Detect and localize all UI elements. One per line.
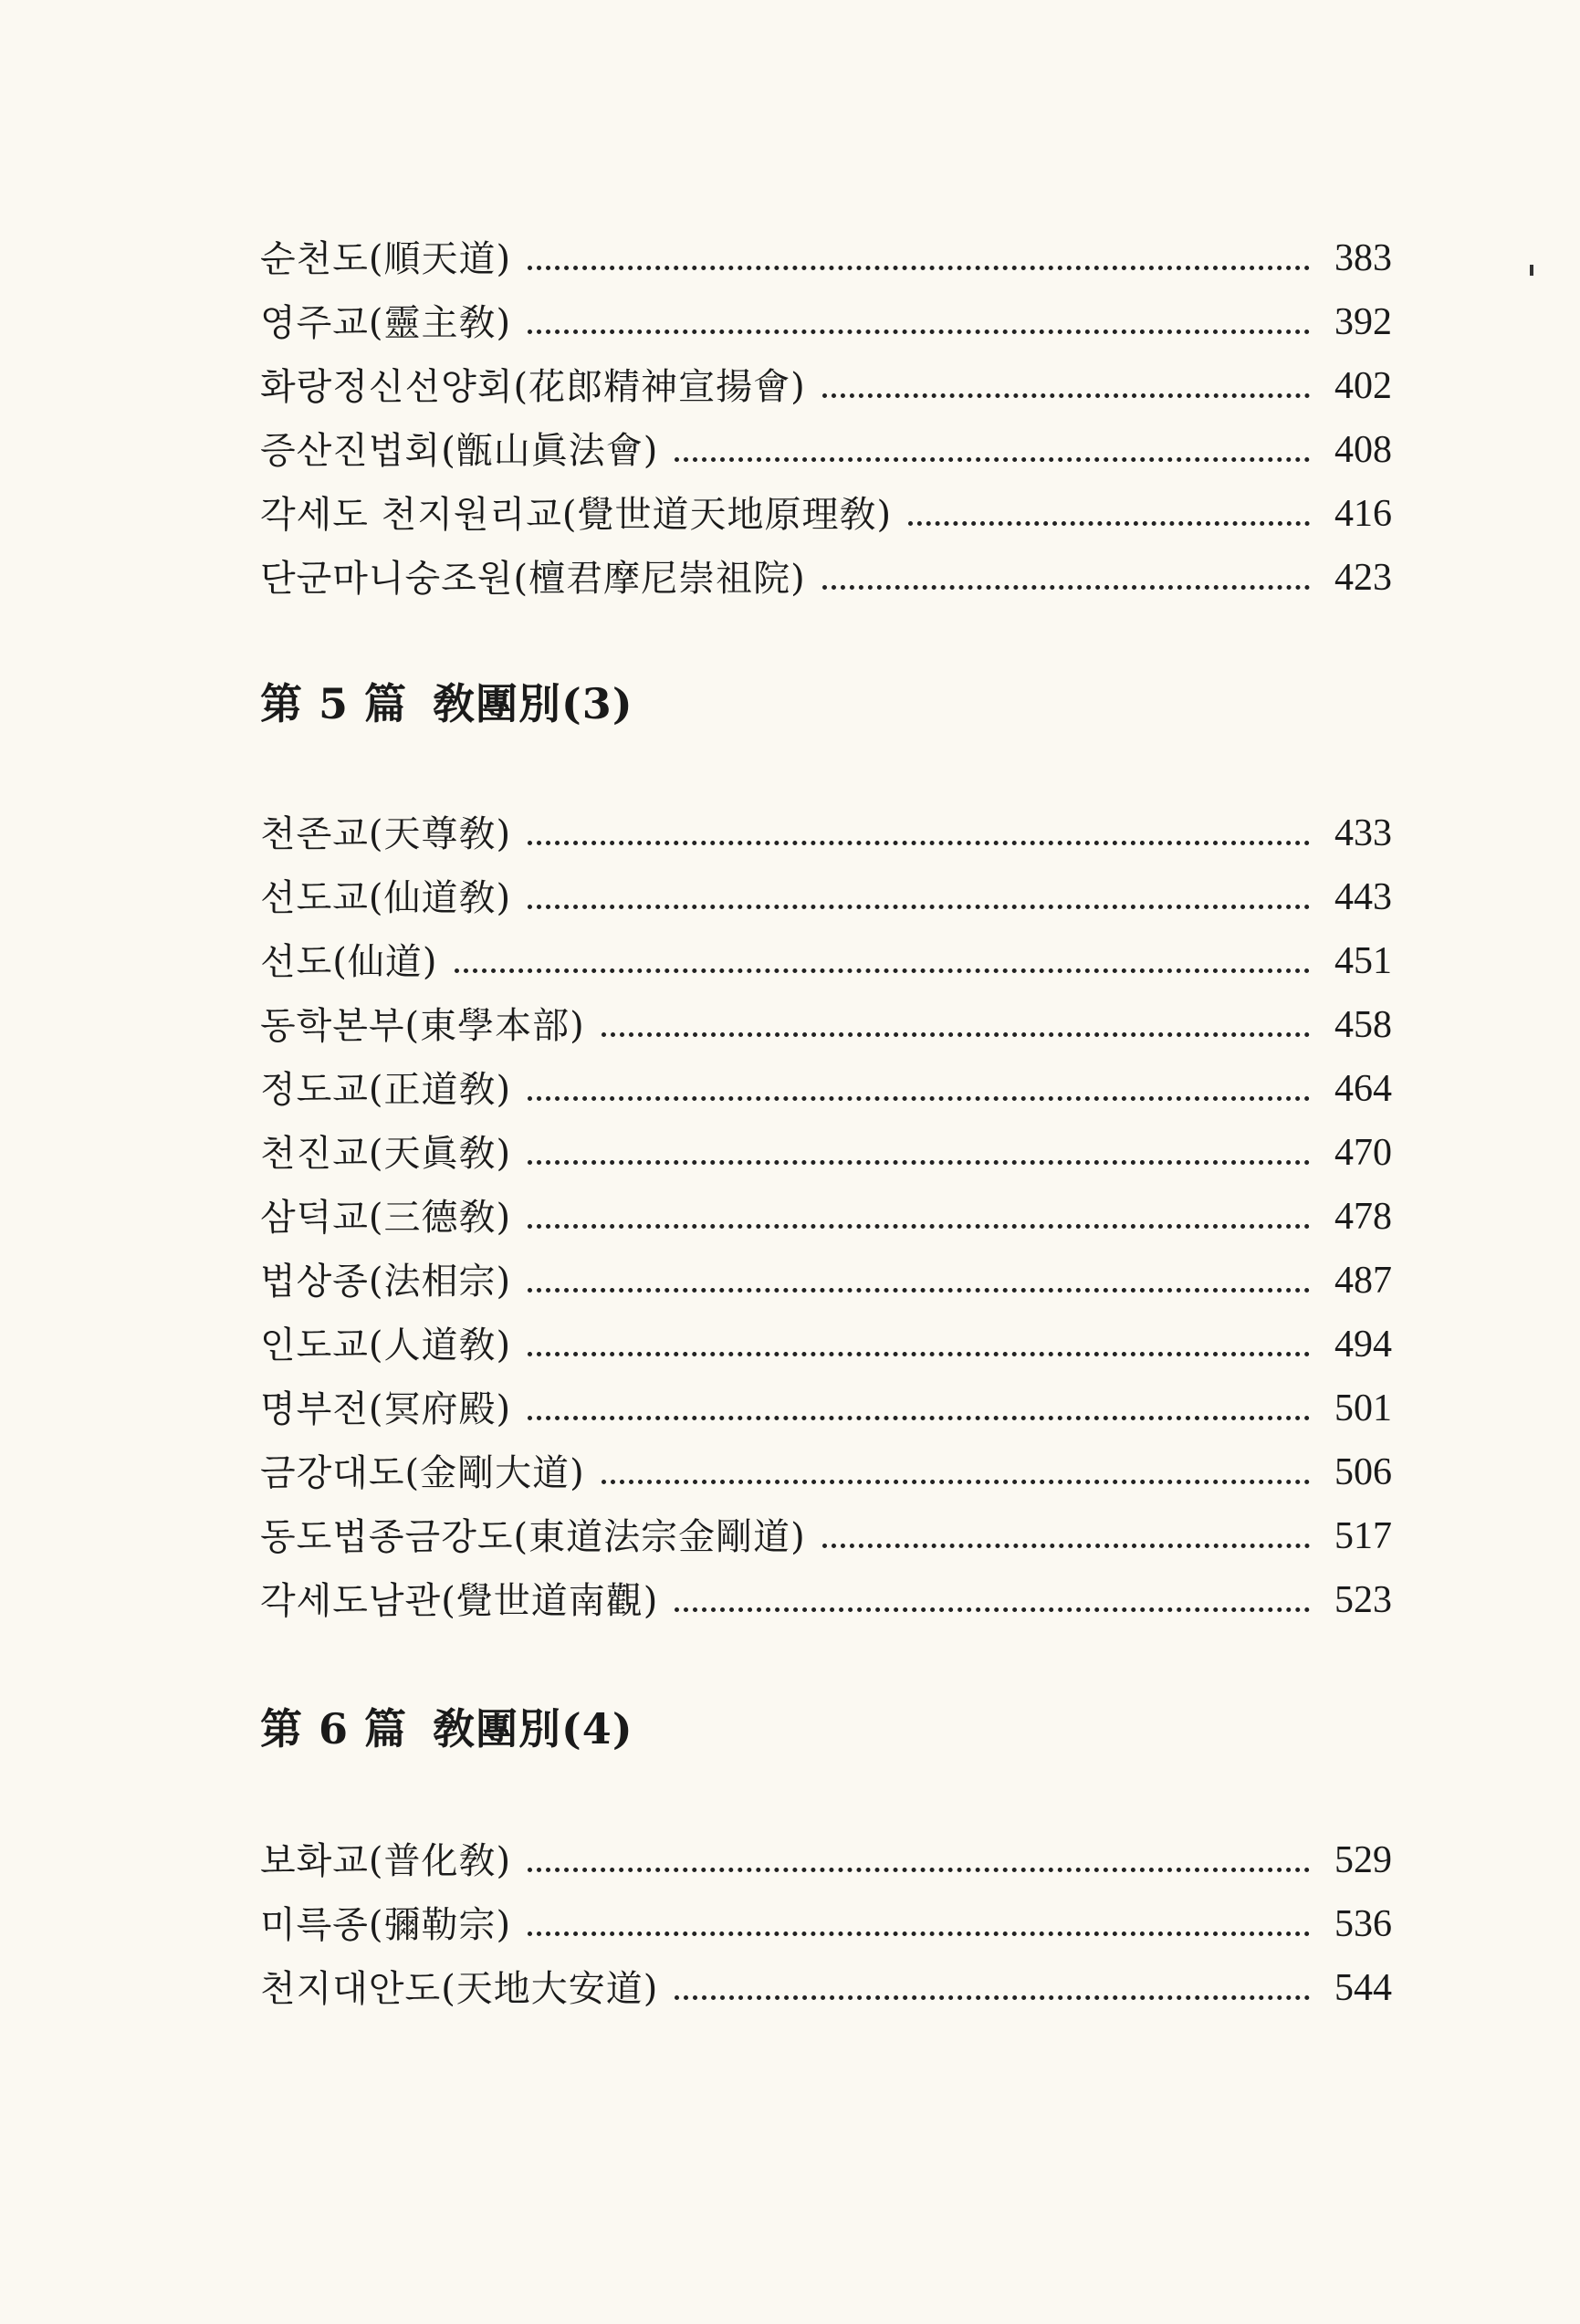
- dot-leader: [822, 393, 1310, 398]
- toc-entry[interactable]: [260, 1114, 1392, 1178]
- entry-page-number: 506: [1334, 1451, 1392, 1493]
- entry-page-number: 494: [1334, 1324, 1392, 1366]
- entry-page-number: 464: [1334, 1068, 1392, 1110]
- dot-leader: [528, 1868, 1310, 1872]
- scan-speck: [1530, 265, 1533, 276]
- entry-title: 천지대안도(天地大安道): [260, 1968, 659, 2010]
- entry-page-number: 443: [1334, 876, 1392, 918]
- dot-leader: [528, 1352, 1310, 1356]
- dot-leader: [528, 1288, 1310, 1293]
- dot-leader: [908, 521, 1310, 526]
- entry-title: 동도법종금강도(東道法宗金剛道): [260, 1516, 806, 1558]
- entry-title: 영주교(靈主敎): [260, 302, 512, 344]
- dot-leader: [528, 1931, 1310, 1936]
- part-number: 第 6 篇: [260, 1704, 408, 1753]
- entry-page-number: 408: [1334, 429, 1392, 471]
- entry-page-number: 529: [1334, 1839, 1392, 1881]
- entry-page-number: 470: [1334, 1132, 1392, 1174]
- entry-title: 법상종(法相宗): [260, 1261, 512, 1303]
- toc-entry[interactable]: [260, 1561, 1392, 1625]
- dot-leader: [822, 585, 1310, 590]
- entry-title: 보화교(普化敎): [260, 1840, 512, 1882]
- toc-entry[interactable]: [260, 1305, 1392, 1369]
- dot-leader: [528, 330, 1310, 334]
- dot-leader: [528, 266, 1310, 270]
- toc-entry[interactable]: [260, 411, 1392, 475]
- dot-leader: [528, 841, 1310, 845]
- entry-page-number: 458: [1334, 1004, 1392, 1046]
- toc-entry[interactable]: [260, 1885, 1392, 1949]
- part-heading-5: [260, 671, 633, 731]
- dot-leader: [602, 1032, 1310, 1037]
- dot-leader: [528, 1160, 1310, 1165]
- toc-entry[interactable]: [260, 858, 1392, 922]
- entry-title: 각세도남관(覺世道南觀): [260, 1580, 659, 1622]
- part-title: 敎團別(3): [433, 679, 633, 728]
- toc-entry[interactable]: [260, 922, 1392, 986]
- entry-page-number: 451: [1334, 940, 1392, 982]
- entry-title: 선도교(仙道敎): [260, 877, 512, 919]
- entry-page-number: 478: [1334, 1196, 1392, 1238]
- entry-title: 금강대도(金剛大道): [260, 1452, 585, 1494]
- entry-title: 선도(仙道): [260, 941, 438, 983]
- toc-entry[interactable]: [260, 283, 1392, 347]
- dot-leader: [528, 1096, 1310, 1101]
- entry-title: 화랑정신선양회(花郎精神宣揚會): [260, 366, 806, 408]
- toc-entry[interactable]: [260, 1369, 1392, 1433]
- toc-entry[interactable]: [260, 794, 1392, 858]
- entry-title: 순천도(順天道): [260, 238, 512, 280]
- dot-leader: [602, 1480, 1310, 1484]
- entry-page-number: 517: [1334, 1515, 1392, 1557]
- entry-title: 동학본부(東學本部): [260, 1005, 585, 1047]
- part-number: 第 5 篇: [260, 679, 408, 728]
- entry-title: 인도교(人道敎): [260, 1324, 512, 1366]
- entry-page-number: 536: [1334, 1903, 1392, 1945]
- entry-title: 삼덕교(三德敎): [260, 1197, 512, 1239]
- toc-entry[interactable]: [260, 1178, 1392, 1241]
- entry-page-number: 501: [1334, 1387, 1392, 1429]
- entry-page-number: 544: [1334, 1967, 1392, 2009]
- dot-leader: [528, 1416, 1310, 1420]
- toc-list-part-6: [260, 1821, 1392, 2013]
- dot-leader: [675, 1607, 1310, 1612]
- part-title: 敎團別(4): [433, 1704, 633, 1753]
- toc-entry[interactable]: [260, 1821, 1392, 1885]
- toc-entry[interactable]: [260, 986, 1392, 1050]
- toc-entry[interactable]: [260, 475, 1392, 539]
- dot-leader: [675, 457, 1310, 462]
- toc-entry[interactable]: [260, 539, 1392, 602]
- toc-entry[interactable]: [260, 1050, 1392, 1114]
- entry-title: 증산진법회(甑山眞法會): [260, 430, 659, 472]
- entry-title: 각세도 천지원리교(覺世道天地原理敎): [260, 494, 893, 536]
- toc-entry[interactable]: [260, 347, 1392, 411]
- entry-title: 정도교(正道敎): [260, 1069, 512, 1111]
- toc-entry[interactable]: [260, 1949, 1392, 2013]
- entry-page-number: 423: [1334, 557, 1392, 599]
- entry-page-number: 392: [1334, 301, 1392, 343]
- entry-title: 미륵종(彌勒宗): [260, 1904, 512, 1946]
- toc-list-part-5: [260, 794, 1392, 1625]
- dot-leader: [528, 1224, 1310, 1229]
- dot-leader: [675, 1995, 1310, 2000]
- toc-entry[interactable]: [260, 1497, 1392, 1561]
- entry-page-number: 383: [1334, 237, 1392, 279]
- toc-entry[interactable]: [260, 219, 1392, 283]
- entry-title: 단군마니숭조원(檀君摩尼崇祖院): [260, 558, 806, 600]
- toc-list-part-4: [260, 219, 1392, 602]
- dot-leader: [455, 968, 1311, 973]
- entry-title: 천존교(天尊敎): [260, 813, 512, 855]
- dot-leader: [822, 1544, 1310, 1548]
- entry-title: 천진교(天眞敎): [260, 1133, 512, 1175]
- entry-page-number: 416: [1334, 493, 1392, 535]
- toc-entry[interactable]: [260, 1433, 1392, 1497]
- entry-page-number: 523: [1334, 1579, 1392, 1621]
- part-heading-6: [260, 1696, 633, 1756]
- toc-entry[interactable]: [260, 1241, 1392, 1305]
- entry-page-number: 402: [1334, 365, 1392, 407]
- entry-title: 명부전(冥府殿): [260, 1388, 512, 1430]
- entry-page-number: 433: [1334, 812, 1392, 854]
- dot-leader: [528, 905, 1310, 909]
- entry-page-number: 487: [1334, 1260, 1392, 1302]
